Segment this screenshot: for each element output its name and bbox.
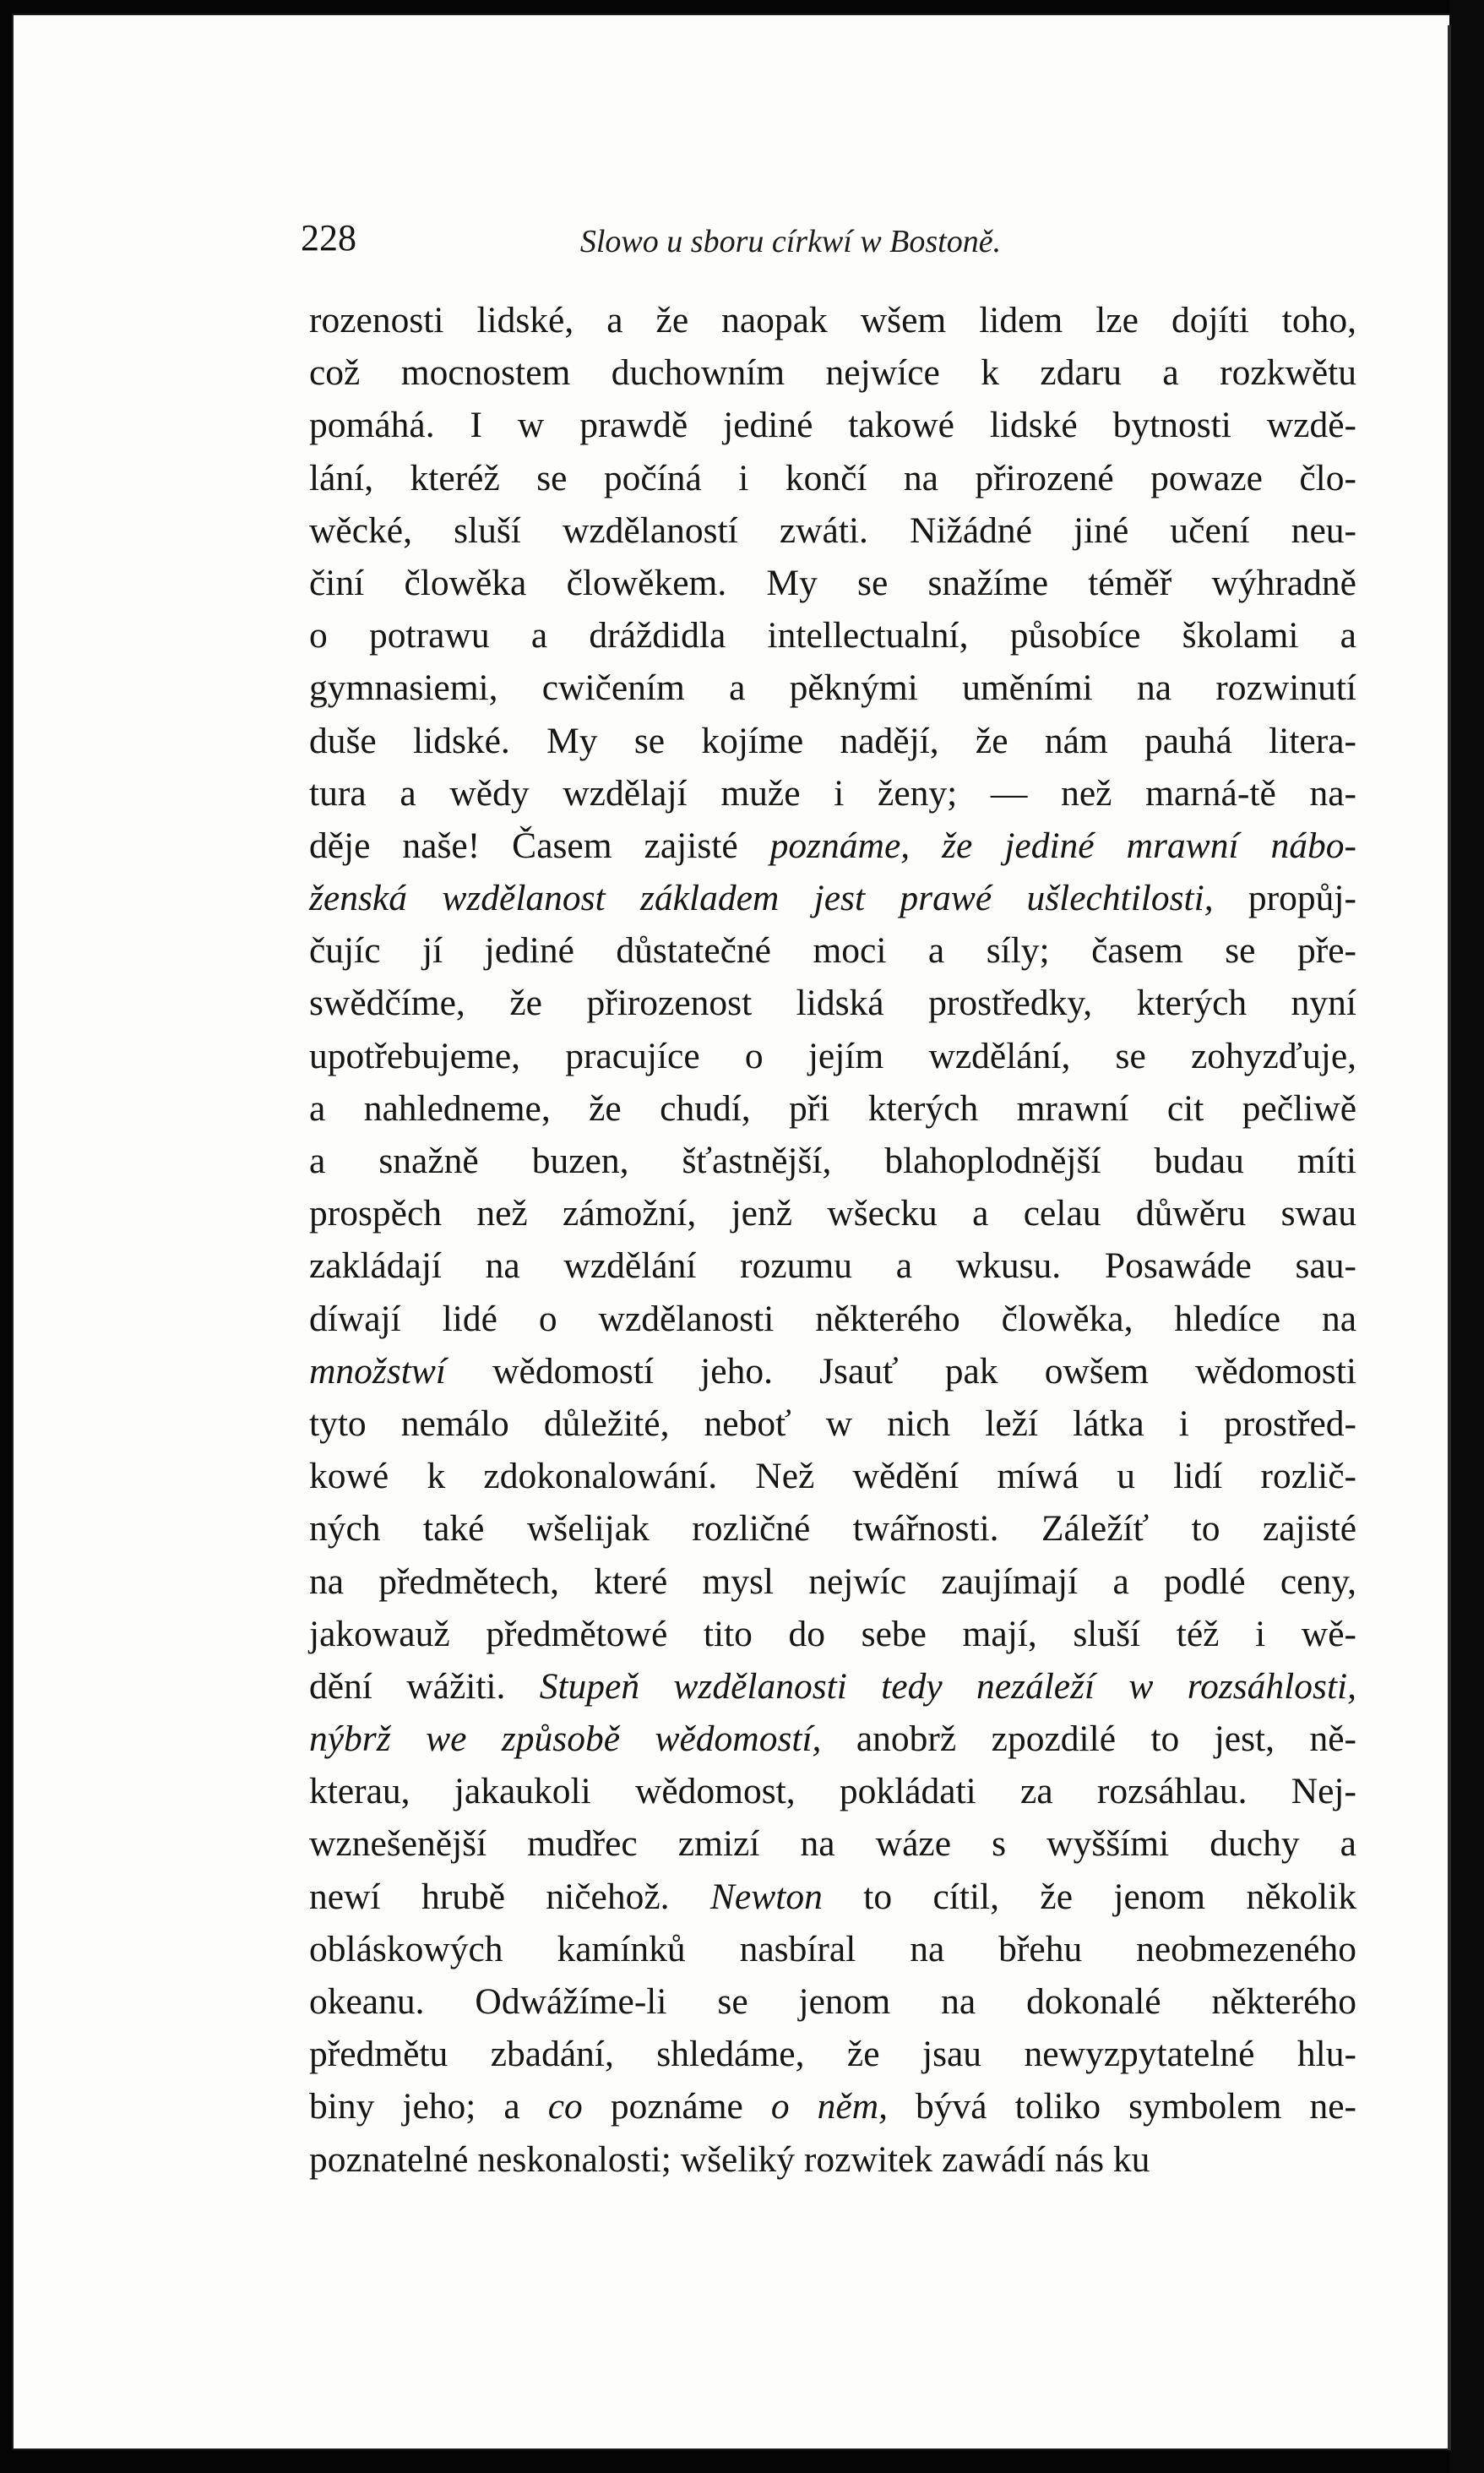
text-run: poznatelné neskonalosti; wšeliký rozwitek zawádí nás ku [309, 2138, 1150, 2180]
page-number: 228 [301, 217, 356, 259]
text-run: to cítil, že jenom několik [822, 1876, 1356, 1917]
text-line [309, 452, 1356, 504]
text-line [309, 1765, 1356, 1817]
text-run: wznešenější mudřec zmizí na wáze s wyššími duchy a [309, 1823, 1356, 1865]
italic-phrase: Stupeň wzdělanosti tedy nezáleží w rozsáhlosti, [539, 1665, 1356, 1707]
text-run: na předmětech, které mysl nejwíc zaujímají a podlé ceny, [309, 1561, 1356, 1602]
text-run: prospěch než zámožní, jenž wšecku a celau důwěru swau [309, 1193, 1356, 1234]
text-line [309, 1608, 1356, 1660]
text-line [309, 294, 1356, 346]
text-line [309, 1923, 1356, 1975]
text-line [309, 1660, 1356, 1713]
text-line [309, 924, 1356, 977]
text-line [309, 399, 1356, 451]
text-line [309, 1817, 1356, 1870]
text-run: o potrawu a dráždidla intellectualní, působíce školami a [309, 615, 1356, 656]
text-line [309, 1975, 1356, 2028]
text-line [309, 346, 1356, 399]
text-run: jakowauž předmětowé tito do sebe mají, sluší též i wě- [309, 1613, 1356, 1654]
text-run: rozenosti lidské, a že naopak wšem lidem lze dojíti toho, [309, 300, 1356, 340]
text-run: tura a wědy wzdělají muže i ženy; — než marná-tě na- [309, 772, 1356, 814]
text-run: zakládají na wzdělání rozumu a wkusu. Posawáde sau- [309, 1245, 1356, 1287]
text-run: swědčíme, že přirozenost lidská prostředky, kterých nyní [309, 983, 1356, 1024]
italic-phrase: poznáme, že jediné mrawní nábo- [769, 825, 1356, 866]
binding-edge [1448, 25, 1451, 2450]
text-line [309, 1713, 1356, 1765]
text-line [309, 504, 1356, 557]
text-run: a nahledneme, že chudí, při kterých mrawní cit pečliwě [309, 1087, 1356, 1129]
text-line [309, 872, 1356, 924]
text-line [309, 977, 1356, 1029]
text-run: tyto nemálo důležité, neboť w nich leží látka i prostřed- [309, 1403, 1356, 1444]
text-line [309, 662, 1356, 714]
text-run: poznáme [582, 2086, 771, 2127]
text-line [309, 609, 1356, 662]
italic-phrase: ženská wzdělanost základem jest prawé ušlechtilosti, [309, 878, 1214, 919]
text-run: bývá toliko symbolem ne- [888, 2086, 1356, 2127]
text-line [309, 1082, 1356, 1135]
text-line [309, 1135, 1356, 1187]
italic-phrase: co [547, 2086, 583, 2127]
text-run: a snažně buzen, šťastnější, blahoplodnější budau míti [309, 1141, 1356, 1181]
text-run: což mocnostem duchowním nejwíce k zdaru a rozkwětu [309, 352, 1356, 394]
text-line [309, 2080, 1356, 2133]
running-title: Slowo u sboru církwí w Bostoně. [579, 224, 1002, 259]
text-run: wěcké, sluší wzdělaností zwáti. Nižádné jiné učení neu- [309, 509, 1356, 551]
text-run: ných také wšelijak rozličné twářnosti. Záležíť to zajisté [309, 1508, 1356, 1550]
text-line [309, 2028, 1356, 2080]
text-run: čujíc jí jediné důstatečné moci a síly; časem se pře- [309, 930, 1356, 972]
italic-phrase: nýbrž we způsobě wědomostí, [309, 1719, 822, 1760]
text-line [309, 1030, 1356, 1082]
text-run: dění wážiti. [309, 1665, 540, 1707]
text-line [309, 2133, 1356, 2186]
text-line [309, 1555, 1356, 1608]
text-run: anobrž zpozdilé to jest, ně- [821, 1719, 1356, 1760]
text-line [309, 557, 1356, 609]
page-edge-shadow [1449, 0, 1484, 2473]
text-run: kterau, jakaukoli wědomost, pokládati za rozsáhlau. Nej- [309, 1771, 1356, 1812]
text-run: kowé k zdokonalowání. Než wědění míwá u lidí rozlič- [309, 1456, 1356, 1497]
text-line [309, 1293, 1356, 1345]
page-header [301, 216, 1348, 267]
text-line [309, 1502, 1356, 1555]
text-run: duše lidské. My se kojíme nadějí, že nám pauhá litera- [309, 720, 1356, 761]
text-line [309, 1345, 1356, 1397]
italic-phrase: o něm, [770, 2086, 889, 2127]
book-page [14, 15, 1449, 2448]
text-run: předmětu zbadání, shledáme, že jsau newyzpytatelné hlu- [309, 2034, 1356, 2075]
text-run: činí člowěka člowěkem. My se snažíme téměř wýhradně [309, 562, 1356, 603]
text-line [309, 1239, 1356, 1292]
text-run: lání, kteréž se počíná i končí na přirozené powaze člo- [309, 457, 1356, 498]
text-line [309, 767, 1356, 820]
text-run: děje naše! Časem zajisté [309, 825, 770, 866]
text-line [309, 1187, 1356, 1239]
text-run: wědomostí jeho. Jsauť pak owšem wědomosti [445, 1350, 1356, 1392]
text-line [309, 715, 1356, 767]
italic-phrase: množstwí [309, 1350, 446, 1392]
text-line [309, 820, 1356, 872]
text-run: upotřebujeme, pracujíce o jejím wzdělání, se zohyzďuje, [309, 1035, 1356, 1076]
text-line [309, 1450, 1356, 1502]
body-text [309, 294, 1356, 2186]
text-line [309, 1397, 1356, 1450]
text-run: pomáhá. I w prawdě jediné takowé lidské bytnosti wzdě- [309, 405, 1356, 446]
text-run: díwají lidé o wzdělanosti některého člowěka, hledíce na [309, 1298, 1356, 1339]
text-run: obláskowých kamínků nasbíral na břehu neobmezeného [309, 1928, 1356, 1969]
text-run: biny jeho; a [309, 2086, 548, 2127]
italic-phrase: Newton [709, 1876, 823, 1917]
text-run: okeanu. Odwážíme-li se jenom na dokonalé některého [309, 1981, 1356, 2022]
text-run: propůj- [1213, 878, 1356, 919]
text-run: newí hrubě ničehož. [309, 1876, 710, 1917]
text-run: gymnasiemi, cwičením a pěknými uměními na rozwinutí [309, 667, 1356, 709]
text-line [309, 1871, 1356, 1923]
